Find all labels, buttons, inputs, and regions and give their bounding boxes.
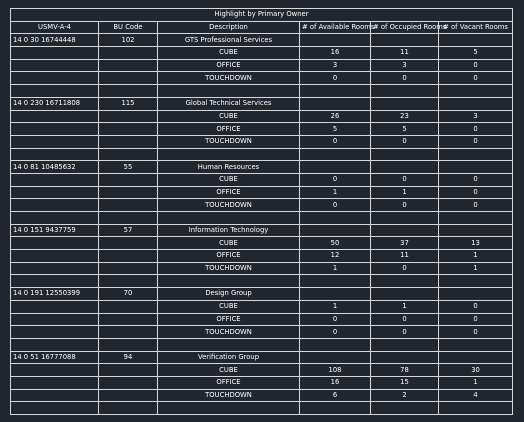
empty-cell	[99, 364, 158, 377]
vacant-count: 0	[439, 313, 513, 326]
available-count: 1	[300, 186, 371, 199]
room-type: OFFICE	[158, 186, 300, 199]
owner-id: 14 0 51 16777088	[11, 351, 99, 364]
department-description: Human Resources	[158, 161, 300, 174]
room-type: TOUCHDOWN	[158, 72, 300, 85]
empty-cell	[371, 351, 439, 364]
bu-code: 57	[99, 224, 158, 237]
bu-code: 94	[99, 351, 158, 364]
header-description: Description	[158, 21, 300, 34]
empty-cell	[371, 148, 439, 161]
empty-cell	[11, 402, 99, 415]
empty-cell	[99, 186, 158, 199]
empty-cell	[439, 34, 513, 47]
empty-cell	[11, 364, 99, 377]
empty-cell	[371, 97, 439, 110]
vacant-count: 0	[439, 59, 513, 72]
vacant-count: 1	[439, 262, 513, 275]
available-count: 0	[300, 326, 371, 339]
group-header-row	[11, 97, 513, 110]
vacant-count: 0	[439, 173, 513, 186]
spacer-row	[11, 402, 513, 415]
available-count: 0	[300, 313, 371, 326]
table-row	[11, 72, 513, 85]
empty-cell	[11, 389, 99, 402]
highlight-by-owner-table	[10, 8, 513, 415]
department-description: Verification Group	[158, 351, 300, 364]
empty-cell	[371, 338, 439, 351]
empty-cell	[300, 351, 371, 364]
available-count: 12	[300, 250, 371, 263]
empty-cell	[371, 85, 439, 98]
room-type: TOUCHDOWN	[158, 262, 300, 275]
table-title: Highlight by Primary Owner	[11, 9, 513, 22]
room-type: CUBE	[158, 47, 300, 60]
room-type: OFFICE	[158, 123, 300, 136]
room-type: TOUCHDOWN	[158, 135, 300, 148]
empty-cell	[99, 59, 158, 72]
empty-cell	[439, 338, 513, 351]
room-type: CUBE	[158, 173, 300, 186]
room-type: OFFICE	[158, 59, 300, 72]
empty-cell	[300, 224, 371, 237]
vacant-count: 5	[439, 47, 513, 60]
bu-code: 102	[99, 34, 158, 47]
group-header-row	[11, 34, 513, 47]
group-header-row	[11, 288, 513, 301]
empty-cell	[11, 72, 99, 85]
department-description: Global Technical Services	[158, 97, 300, 110]
owner-id: 14 0 30 16744448	[11, 34, 99, 47]
spacer-row	[11, 338, 513, 351]
empty-cell	[158, 148, 300, 161]
empty-cell	[99, 262, 158, 275]
empty-cell	[439, 275, 513, 288]
occupied-count: 0	[371, 72, 439, 85]
table-row	[11, 364, 513, 377]
bu-code: 55	[99, 161, 158, 174]
empty-cell	[371, 275, 439, 288]
empty-cell	[11, 110, 99, 123]
occupied-count: 0	[371, 313, 439, 326]
occupied-count: 37	[371, 237, 439, 250]
vacant-count: 0	[439, 186, 513, 199]
empty-cell	[99, 402, 158, 415]
spacer-row	[11, 212, 513, 225]
empty-cell	[11, 85, 99, 98]
empty-cell	[300, 212, 371, 225]
available-count: 108	[300, 364, 371, 377]
empty-cell	[11, 338, 99, 351]
owner-id: 14 0 191 12550399	[11, 288, 99, 301]
table-row	[11, 389, 513, 402]
empty-cell	[439, 148, 513, 161]
empty-cell	[11, 313, 99, 326]
table-row	[11, 59, 513, 72]
available-count: 16	[300, 47, 371, 60]
vacant-count: 3	[439, 110, 513, 123]
room-type: TOUCHDOWN	[158, 199, 300, 212]
empty-cell	[300, 275, 371, 288]
empty-cell	[439, 402, 513, 415]
room-type: TOUCHDOWN	[158, 389, 300, 402]
header-available-rooms: # of Available Rooms	[300, 21, 371, 34]
empty-cell	[300, 402, 371, 415]
available-count: 0	[300, 135, 371, 148]
available-count: 1	[300, 262, 371, 275]
group-header-row	[11, 351, 513, 364]
empty-cell	[11, 275, 99, 288]
empty-cell	[439, 161, 513, 174]
empty-cell	[11, 199, 99, 212]
room-type: OFFICE	[158, 250, 300, 263]
table-row	[11, 237, 513, 250]
occupied-count: 5	[371, 123, 439, 136]
room-type: CUBE	[158, 237, 300, 250]
header-vacant-rooms: # of Vacant Rooms	[439, 21, 513, 34]
table-row	[11, 326, 513, 339]
table-header-row	[11, 21, 513, 34]
available-count: 16	[300, 376, 371, 389]
owner-id: 14 0 151 9437759	[11, 224, 99, 237]
group-header-row	[11, 161, 513, 174]
table-row	[11, 300, 513, 313]
empty-cell	[99, 250, 158, 263]
empty-cell	[11, 376, 99, 389]
occupied-count: 1	[371, 300, 439, 313]
empty-cell	[11, 148, 99, 161]
owner-id: 14 0 81 10485632	[11, 161, 99, 174]
empty-cell	[11, 300, 99, 313]
table-title-row	[11, 9, 513, 22]
occupied-count: 0	[371, 262, 439, 275]
available-count: 6	[300, 389, 371, 402]
available-count: 0	[300, 173, 371, 186]
table-row	[11, 186, 513, 199]
header-usmv: USMV-A-4	[11, 21, 99, 34]
available-count: 5	[300, 123, 371, 136]
bu-code: 70	[99, 288, 158, 301]
empty-cell	[99, 300, 158, 313]
vacant-count: 0	[439, 72, 513, 85]
vacant-count: 0	[439, 199, 513, 212]
empty-cell	[371, 402, 439, 415]
empty-cell	[439, 351, 513, 364]
spacer-row	[11, 148, 513, 161]
empty-cell	[99, 173, 158, 186]
room-type: TOUCHDOWN	[158, 326, 300, 339]
empty-cell	[300, 288, 371, 301]
room-type: CUBE	[158, 364, 300, 377]
occupied-count: 11	[371, 47, 439, 60]
table-row	[11, 199, 513, 212]
empty-cell	[99, 85, 158, 98]
empty-cell	[99, 123, 158, 136]
available-count: 26	[300, 110, 371, 123]
vacant-count: 0	[439, 123, 513, 136]
header-occupied-rooms: # of Occupied Rooms	[371, 21, 439, 34]
table-row	[11, 250, 513, 263]
empty-cell	[158, 402, 300, 415]
empty-cell	[11, 262, 99, 275]
empty-cell	[371, 212, 439, 225]
empty-cell	[99, 148, 158, 161]
empty-cell	[11, 250, 99, 263]
occupied-count: 2	[371, 389, 439, 402]
empty-cell	[300, 338, 371, 351]
empty-cell	[99, 326, 158, 339]
empty-cell	[439, 97, 513, 110]
room-type: OFFICE	[158, 313, 300, 326]
spacer-row	[11, 275, 513, 288]
occupied-count: 1	[371, 186, 439, 199]
empty-cell	[300, 34, 371, 47]
empty-cell	[439, 288, 513, 301]
group-header-row	[11, 224, 513, 237]
empty-cell	[371, 34, 439, 47]
table-row	[11, 47, 513, 60]
empty-cell	[99, 313, 158, 326]
room-type: OFFICE	[158, 376, 300, 389]
empty-cell	[99, 338, 158, 351]
room-type: CUBE	[158, 300, 300, 313]
empty-cell	[158, 275, 300, 288]
vacant-count: 1	[439, 376, 513, 389]
table-row	[11, 135, 513, 148]
occupied-count: 23	[371, 110, 439, 123]
available-count: 3	[300, 59, 371, 72]
empty-cell	[99, 212, 158, 225]
bu-code: 115	[99, 97, 158, 110]
vacant-count: 0	[439, 326, 513, 339]
empty-cell	[11, 186, 99, 199]
vacant-count: 1	[439, 250, 513, 263]
table-row	[11, 376, 513, 389]
available-count: 1	[300, 300, 371, 313]
empty-cell	[11, 212, 99, 225]
empty-cell	[99, 275, 158, 288]
vacant-count: 13	[439, 237, 513, 250]
empty-cell	[371, 224, 439, 237]
empty-cell	[99, 110, 158, 123]
empty-cell	[158, 85, 300, 98]
empty-cell	[11, 173, 99, 186]
empty-cell	[99, 72, 158, 85]
vacant-count: 0	[439, 135, 513, 148]
empty-cell	[11, 47, 99, 60]
vacant-count: 30	[439, 364, 513, 377]
vacant-count: 4	[439, 389, 513, 402]
empty-cell	[439, 224, 513, 237]
empty-cell	[99, 47, 158, 60]
empty-cell	[300, 161, 371, 174]
empty-cell	[439, 85, 513, 98]
empty-cell	[99, 199, 158, 212]
department-description: Design Group	[158, 288, 300, 301]
empty-cell	[300, 148, 371, 161]
available-count: 50	[300, 237, 371, 250]
occupied-count: 0	[371, 173, 439, 186]
table-row	[11, 262, 513, 275]
occupied-count: 78	[371, 364, 439, 377]
empty-cell	[11, 135, 99, 148]
empty-cell	[158, 212, 300, 225]
occupied-count: 0	[371, 326, 439, 339]
occupied-count: 0	[371, 135, 439, 148]
spacer-row	[11, 85, 513, 98]
table-row	[11, 110, 513, 123]
vacant-count: 0	[439, 300, 513, 313]
department-description: Information Technology	[158, 224, 300, 237]
available-count: 0	[300, 72, 371, 85]
empty-cell	[11, 326, 99, 339]
highlight-table-container	[10, 8, 512, 415]
header-bu-code: BU Code	[99, 21, 158, 34]
empty-cell	[99, 237, 158, 250]
owner-id: 14 0 230 16711808	[11, 97, 99, 110]
room-type: CUBE	[158, 110, 300, 123]
empty-cell	[99, 376, 158, 389]
empty-cell	[99, 389, 158, 402]
empty-cell	[11, 123, 99, 136]
occupied-count: 15	[371, 376, 439, 389]
available-count: 0	[300, 199, 371, 212]
table-row	[11, 173, 513, 186]
empty-cell	[371, 288, 439, 301]
empty-cell	[11, 237, 99, 250]
occupied-count: 3	[371, 59, 439, 72]
empty-cell	[158, 338, 300, 351]
empty-cell	[300, 97, 371, 110]
empty-cell	[371, 161, 439, 174]
empty-cell	[11, 59, 99, 72]
table-row	[11, 123, 513, 136]
occupied-count: 11	[371, 250, 439, 263]
empty-cell	[99, 135, 158, 148]
empty-cell	[300, 85, 371, 98]
empty-cell	[439, 212, 513, 225]
occupied-count: 0	[371, 199, 439, 212]
department-description: GTS Professional Services	[158, 34, 300, 47]
table-row	[11, 313, 513, 326]
